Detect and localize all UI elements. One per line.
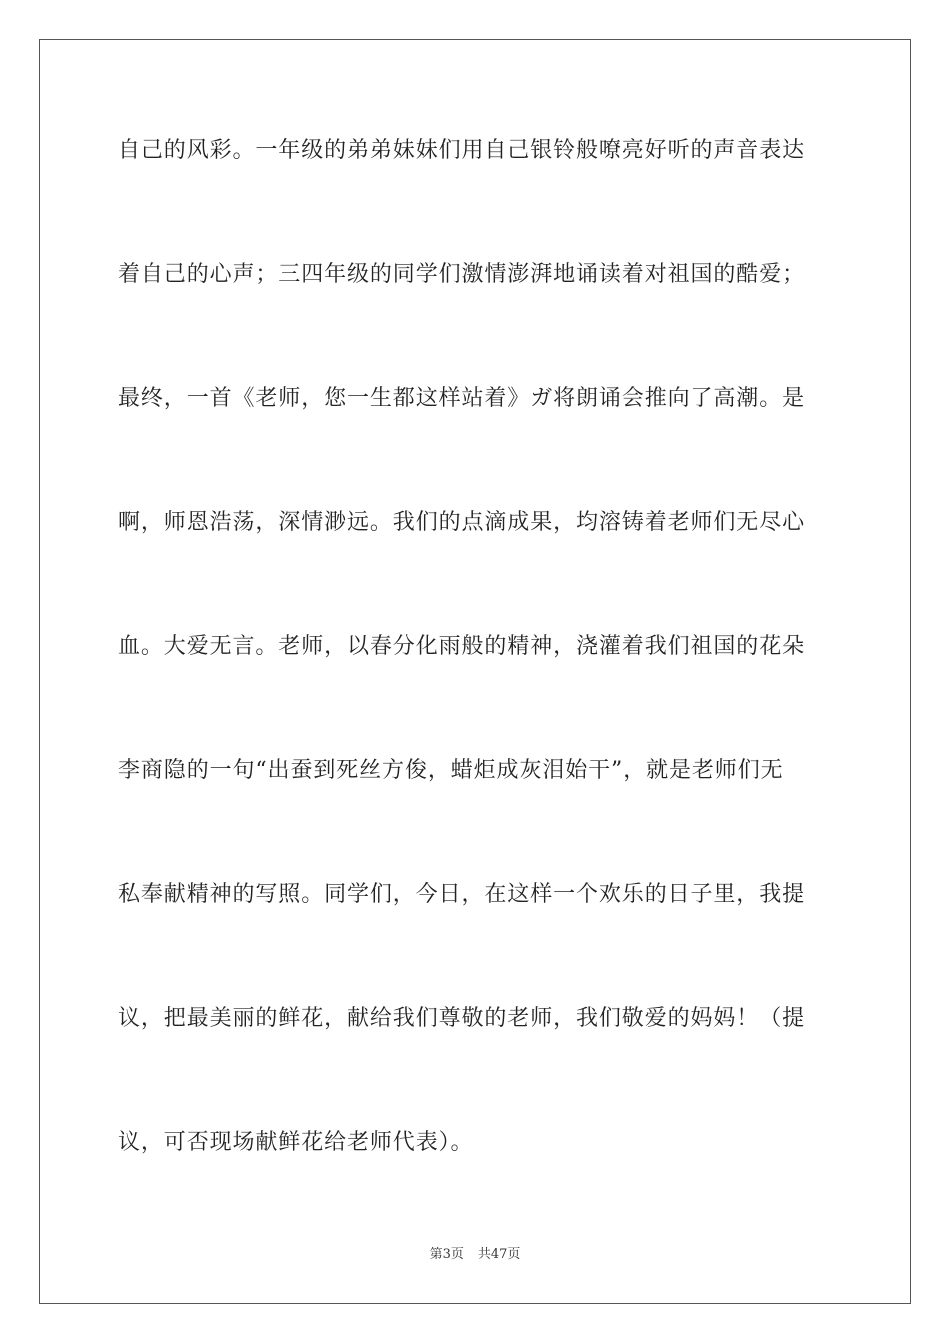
- page-total: 共47页: [477, 1247, 521, 1262]
- body-text-line: 啊，师恩浩荡，深情渺远。我们的点滴成果，均溶铸着老师们无尽心: [118, 510, 806, 535]
- body-text-line: 自己的风彩。一年级的弟弟妹妹们用自己银铃般嘹亮好听的声音表达: [118, 138, 806, 163]
- body-text-line: 议，可否现场献鲜花给老师代表）。: [118, 1130, 474, 1155]
- page-border: [39, 39, 911, 1304]
- body-text-line: 最终，一首《老师，您一生都这样站着》ガ将朗诵会推向了高潮。是: [118, 386, 806, 411]
- page-number: 第3页: [429, 1247, 464, 1262]
- body-text-line: 议，把最美丽的鲜花，献给我们尊敬的老师，我们敬爱的妈妈！（提: [118, 1006, 806, 1031]
- page-footer: [0, 1246, 950, 1264]
- body-text-line: 李商隐的一句“出蚕到死丝方俊，蜡炬成灰泪始干”，就是老师们无: [118, 758, 784, 783]
- body-text-line: 着自己的心声；三四年级的同学们激情澎湃地诵读着对祖国的酷爱；: [118, 262, 806, 287]
- body-text-line: 血。大爱无言。老师，以春分化雨般的精神，浇灌着我们祖国的花朵: [118, 634, 806, 659]
- body-text-line: 私奉献精神的写照。同学们，今日，在这样一个欢乐的日子里，我提: [118, 882, 806, 907]
